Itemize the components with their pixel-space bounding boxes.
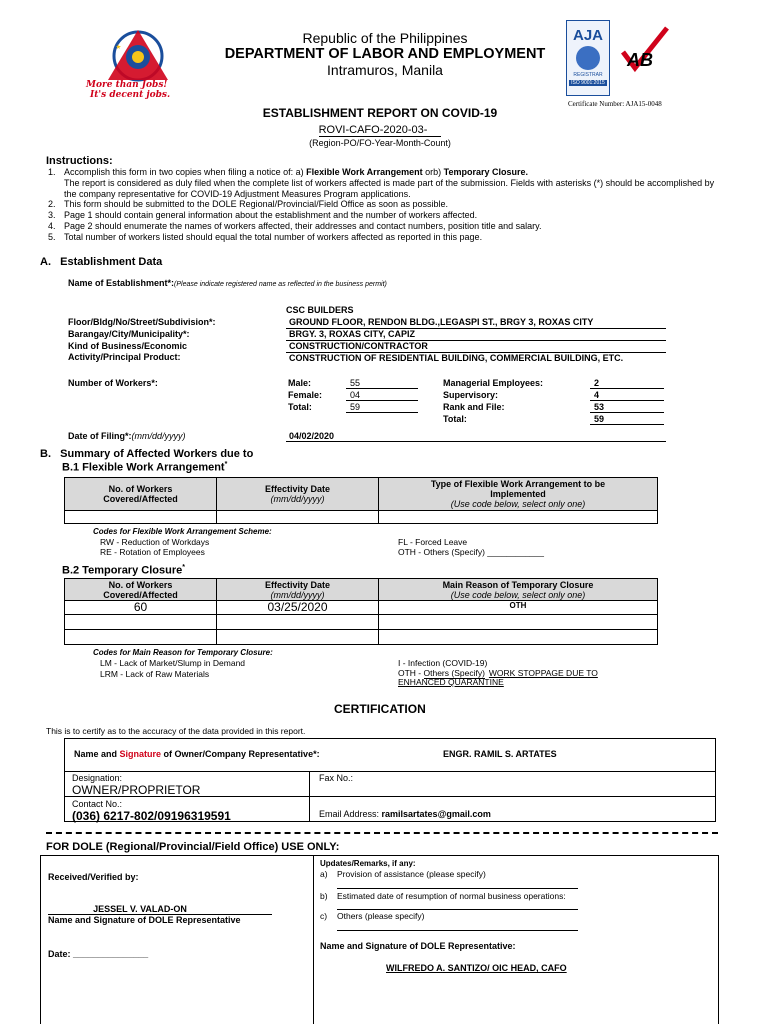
b2-col-reason-hint: (Use code below, select only one) (450, 589, 586, 600)
fax-label: Fax No.: (319, 773, 354, 783)
designation-label: Designation: (72, 773, 123, 783)
b1-col-date-text: Effectivity Date (264, 484, 331, 494)
establishment-name-hint: (Please indicate registered name as reflected in the business permit) (174, 281, 387, 288)
option-c-line[interactable] (337, 930, 578, 931)
email-row (319, 809, 491, 819)
location-text: Intramuros, Manila (327, 62, 443, 78)
floor-label: Floor/Bldg/No/Street/Subdivision*: (68, 317, 216, 327)
instructions (46, 155, 726, 243)
date-label[interactable]: Date: _______________ (48, 949, 149, 959)
dole-right-box (313, 855, 719, 1024)
activity-label: Activity/Principal Product: (68, 352, 181, 362)
option-a-line[interactable] (337, 888, 578, 889)
ref-number (180, 124, 580, 136)
contact-value[interactable]: (036) 6217-802/09196319591 (72, 809, 231, 823)
rank-label: Rank and File: (443, 402, 505, 412)
certification-heading: CERTIFICATION (334, 702, 426, 716)
cut-line (46, 832, 718, 834)
instruction-number: 2. (48, 199, 56, 210)
kind-label: Kind of Business/Economic (68, 341, 188, 351)
b2-col-date-hint: (mm/dd/yyyy) (270, 589, 325, 600)
rank-value[interactable]: 53 (590, 402, 664, 413)
dole-rep-name[interactable]: WILFREDO A. SANTIZO/ OIC HEAD, CAFO (386, 963, 567, 973)
iso-badge-iso: ISO 9001:2015 (569, 80, 607, 86)
male-value[interactable]: 55 (346, 378, 418, 389)
b2-col-date (217, 579, 379, 601)
total2-value[interactable]: 59 (590, 414, 664, 425)
iso-badge-text: AJA (572, 27, 603, 44)
barangay-value[interactable]: BRGY. 3, ROXAS CITY, CAPIZ (286, 329, 666, 341)
instruction-1a: Accomplish this form in two copies when filing a notice of: a) (64, 167, 307, 177)
instruction-1d: Temporary Closure. (443, 167, 529, 177)
b1-heading-text: B.1 Flexible Work Arrangement (62, 461, 225, 474)
b2-cell[interactable] (217, 615, 379, 630)
b2-cell[interactable] (217, 630, 379, 645)
b2-code-oth-prefix: OTH - (398, 668, 424, 678)
accreditation-logo (613, 24, 671, 94)
floor-value[interactable]: GROUND FLOOR, RENDON BLDG.,LEGASPI ST., BRGY 3, ROXAS CITY (286, 317, 666, 329)
b2-table (64, 578, 658, 645)
male-label: Male: (288, 378, 312, 388)
b2-heading: B.2 Temporary Closure* (62, 564, 185, 577)
option-b-letter: b) (320, 891, 328, 901)
option-a-letter: a) (320, 869, 328, 879)
filing-label-text: Date of Filing*: (68, 431, 132, 441)
filing-label (68, 431, 186, 441)
instruction-number: 3. (48, 210, 56, 221)
iso-badge-sub: REGISTRAR (573, 72, 603, 78)
b2-row1-reason[interactable]: OTH (379, 601, 658, 615)
republic-text: Republic of the Philippines (302, 30, 468, 46)
instruction-3 (46, 210, 726, 221)
dole-heading: FOR DOLE (Regional/Provincial/Field Office) USE ONLY: (46, 841, 340, 853)
rep-name-label-a: Name and (74, 749, 120, 759)
department-text: DEPARTMENT OF LABOR AND EMPLOYMENT (224, 46, 546, 62)
dole-logo (86, 24, 184, 104)
b2-cell[interactable] (379, 630, 658, 645)
b2-cell[interactable] (65, 615, 217, 630)
b2-code-i: I - Infection (COVID-19) (398, 658, 488, 668)
barangay-label: Barangay/City/Municipality*: (68, 329, 190, 339)
accreditation-mark: AB (627, 50, 653, 70)
b2-cell[interactable] (379, 615, 658, 630)
female-value[interactable]: 04 (346, 390, 418, 401)
b2-heading-text: B.2 Temporary Closure (62, 564, 183, 577)
instruction-text (64, 167, 528, 178)
b2-code-oth-spec: Others (Specify) (423, 668, 485, 678)
globe-icon (576, 46, 600, 70)
instruction-text: Page 2 should enumerate the names of workers affected, their addresses and contact numbers, position title and salary. (64, 220, 542, 231)
certificate-number: Certificate Number: AJA15-0048 (568, 100, 662, 108)
option-c (320, 911, 424, 921)
ref-number-text: ROVI-CAFO-2020-03- (319, 124, 442, 137)
b1-col-type-hint: (Use code below, select only one) (450, 499, 586, 509)
total-value[interactable]: 59 (346, 402, 418, 413)
b1-code-oth: OTH - Others (Specify) ____________ (398, 547, 544, 557)
rep-name-label-b: Signature (119, 749, 162, 759)
designation-value[interactable]: OWNER/PROPRIETOR (72, 783, 201, 797)
female-label: Female: (288, 390, 323, 400)
rep-name-label-c: of Owner/Company Representative*: (161, 749, 320, 759)
instruction-1 (46, 167, 726, 178)
instruction-text: This form should be submitted to the DOLE Regional/Provincial/Field Office as soon as possible. (64, 199, 449, 210)
establishment-name-row (68, 278, 387, 288)
rep-name-value[interactable]: ENGR. RAMIL S. ARTATES (443, 749, 557, 759)
option-b (320, 891, 566, 901)
kind-value[interactable]: CONSTRUCTION/CONTRACTOR (286, 341, 666, 353)
managerial-value[interactable]: 2 (590, 378, 664, 389)
instruction-number: 4. (48, 220, 56, 231)
b1-code-fl: FL - Forced Leave (398, 537, 468, 547)
b1-table (64, 477, 658, 524)
b1-col-workers (65, 478, 217, 511)
instruction-1b: Flexible Work Arrangement (306, 167, 423, 177)
b1-cell[interactable] (379, 511, 658, 524)
instruction-number: 5. (48, 231, 56, 242)
instruction-text: Page 1 should contain general information about the establishment and the number of workers affected. (64, 210, 478, 221)
b1-col-type (379, 478, 658, 511)
instruction-5 (46, 232, 726, 243)
b1-col-date (217, 478, 379, 511)
received-label: Received/Verified by: (48, 872, 139, 882)
b2-code-lm: LM - Lack of Market/Slump in Demand (100, 658, 246, 668)
b2-col-workers (65, 579, 217, 601)
b2-code-oth-value[interactable]: WORK STOPPAGE DUE TO ENHANCED QUARANTINE (398, 668, 598, 687)
instruction-1-cont: The report is considered as duly filed when the complete list of workers affected is made part of the submission. Fields with asterisks (*) should be accomplished by the company representative for COVID-19 Adjustment Measures Program applications. (64, 177, 715, 199)
filing-value[interactable]: 04/02/2020 (286, 431, 666, 442)
b2-col-reason (379, 579, 658, 601)
b1-cell[interactable] (217, 511, 379, 524)
b2-row1-date[interactable]: 03/25/2020 (217, 601, 379, 615)
email-value[interactable]: ramilsartates@gmail.com (381, 809, 491, 819)
section-a-heading: A. Establishment Data (40, 256, 163, 268)
instruction-2 (46, 199, 726, 210)
b2-code-lrm: LRM - Lack of Raw Materials (100, 669, 210, 679)
fax-box (309, 771, 716, 797)
logo-tagline-2: It's decent jobs. (90, 90, 171, 100)
activity-value[interactable]: CONSTRUCTION OF RESIDENTIAL BUILDING, COMMERCIAL BUILDING, ETC. (289, 353, 624, 363)
total-label: Total: (288, 402, 312, 412)
b1-code-rw: RW - Reduction of Workdays (100, 537, 210, 547)
workers-label: Number of Workers*: (68, 378, 158, 388)
filing-hint: (mm/dd/yyyy) (131, 431, 186, 441)
option-a (320, 869, 486, 879)
logo-tagline: More than Jobs! (86, 80, 168, 90)
b1-heading: B.1 Flexible Work Arrangement* (62, 461, 228, 474)
b2-row1-workers[interactable]: 60 (65, 601, 217, 615)
supervisory-value[interactable]: 4 (590, 390, 664, 401)
title-main: ESTABLISHMENT REPORT ON COVID-19 (262, 106, 498, 120)
instruction-text: Total number of workers listed should equal the total number of workers affected as reported in this page. (64, 231, 483, 242)
b1-col-workers-text: No. of Workers Covered/Affected (103, 484, 178, 504)
managerial-label: Managerial Employees: (443, 378, 544, 388)
option-a-text: Provision of assistance (please specify) (337, 869, 486, 879)
email-label: Email Address: (319, 809, 382, 819)
updates-label: Updates/Remarks, if any: (320, 859, 416, 868)
header-text (200, 30, 570, 78)
report-title (180, 106, 580, 148)
supervisory-label: Supervisory: (443, 390, 499, 400)
b2-col-workers-text: No. of Workers Covered/Affected (103, 579, 178, 600)
b2-code-oth (398, 669, 628, 687)
b2-cell[interactable] (65, 630, 217, 645)
instruction-number: 1. (48, 167, 56, 177)
instructions-heading: Instructions: (46, 155, 113, 167)
b1-col-type-text: Type of Flexible Work Arrangement to be Implemented (430, 479, 606, 499)
ref-format: (Region-PO/FO-Year-Month-Count) (309, 138, 451, 148)
section-b-heading: B. Summary of Affected Workers due to (40, 448, 254, 460)
option-c-letter: c) (320, 911, 328, 921)
establishment-name-label: Name of Establishment*: (68, 278, 175, 288)
option-b-line[interactable] (337, 909, 578, 910)
b1-codes-heading: Codes for Flexible Work Arrangement Scheme: (93, 527, 272, 536)
contact-label: Contact No.: (72, 799, 123, 809)
received-name[interactable]: JESSEL V. VALAD-ON (48, 904, 272, 915)
option-b-text: Estimated date of resumption of normal business operations: (337, 891, 566, 901)
instruction-4 (46, 221, 726, 232)
instruction-1c: orb) (422, 167, 444, 177)
b1-cell[interactable] (65, 511, 217, 524)
b2-col-date-text: Effectivity Date (264, 579, 331, 590)
dole-rep-label: Name and Signature of DOLE Representative: (320, 941, 516, 951)
total2-label: Total: (443, 414, 467, 424)
b1-col-date-hint: (mm/dd/yyyy) (270, 494, 325, 504)
rep-name-label (74, 749, 320, 759)
b2-col-reason-text: Main Reason of Temporary Closure (442, 579, 594, 590)
b1-code-re: RE - Rotation of Employees (100, 547, 205, 557)
b2-codes-heading: Codes for Main Reason for Temporary Closure: (93, 648, 273, 657)
establishment-name-value[interactable]: CSC BUILDERS (286, 305, 354, 315)
option-c-text: Others (please specify) (337, 911, 425, 921)
received-sig-label: Name and Signature of DOLE Representative (48, 915, 241, 925)
iso-badge (566, 20, 610, 96)
certification-statement: This is to certify as to the accuracy of the data provided in this report. (46, 726, 306, 736)
